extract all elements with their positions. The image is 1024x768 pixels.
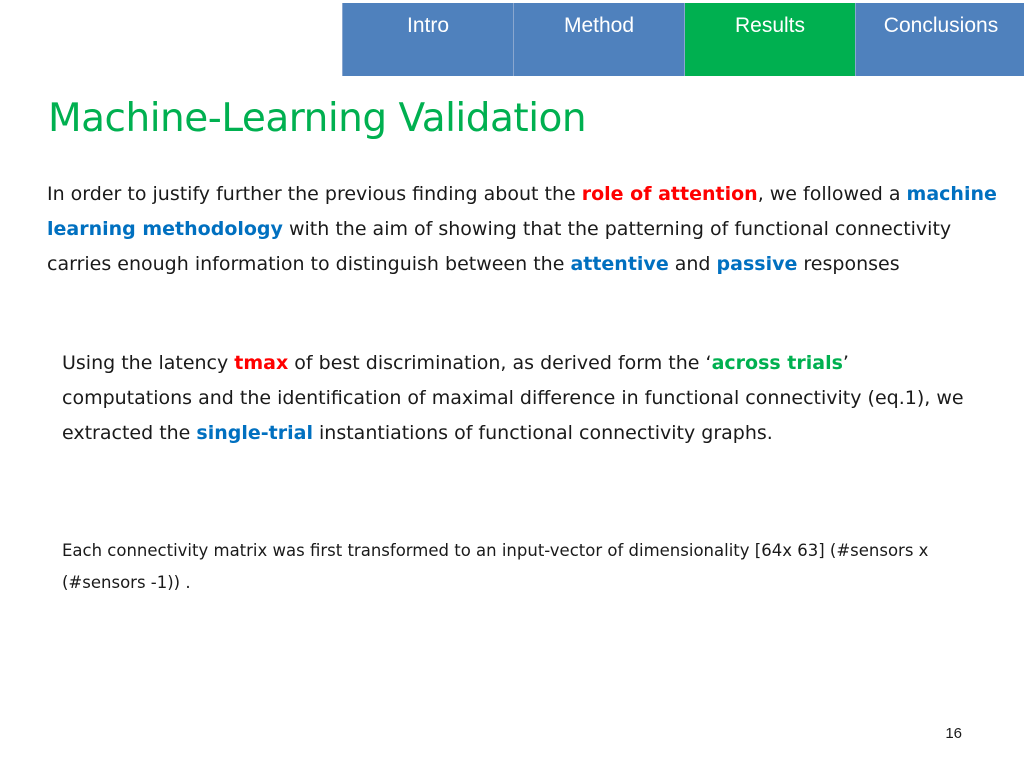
text: Using the latency [62,352,235,374]
emphasis-tmax: tmax [234,352,289,374]
text: instantiations of functional connectivity graphs. [312,422,773,444]
slide-title: Machine-Learning Validation [48,96,587,141]
emphasis-passive: passive [716,253,798,275]
text: and [668,253,717,275]
section-nav [342,3,1024,76]
text: , we followed a [757,183,907,205]
tab-conclusions[interactable]: Conclusions [856,3,1024,76]
emphasis-attentive: attentive [570,253,669,275]
emphasis-machine-learning-methodology: machine learning methodology [47,183,997,240]
emphasis-across-trials: across trials [711,352,843,374]
page-number: 16 [945,725,962,742]
tab-results[interactable]: Results [685,3,856,76]
emphasis-single-trial: single-trial [196,422,313,444]
intro-paragraph [47,177,1007,282]
latency-paragraph [62,346,972,451]
matrix-paragraph: Each connectivity matrix was first transformed to an input-vector of dimensionality [64x 63] (#sensors x (#sensors -1)) . [62,541,929,592]
emphasis-role-of-attention: role of attention [581,183,758,205]
text: responses [797,253,900,275]
tab-method[interactable]: Method [514,3,685,76]
text: of best discrimination, as derived form the ‘ [288,352,712,374]
tab-intro[interactable]: Intro [343,3,514,76]
text: In order to justify further the previous finding about the [47,183,582,205]
text: with the aim of showing that the patterning of functional connectivity carries enough information to distinguish between the [47,218,952,275]
text: ’ computations and the identification of maximal difference in functional connectivity (eq.1), we extracted the [62,352,964,444]
